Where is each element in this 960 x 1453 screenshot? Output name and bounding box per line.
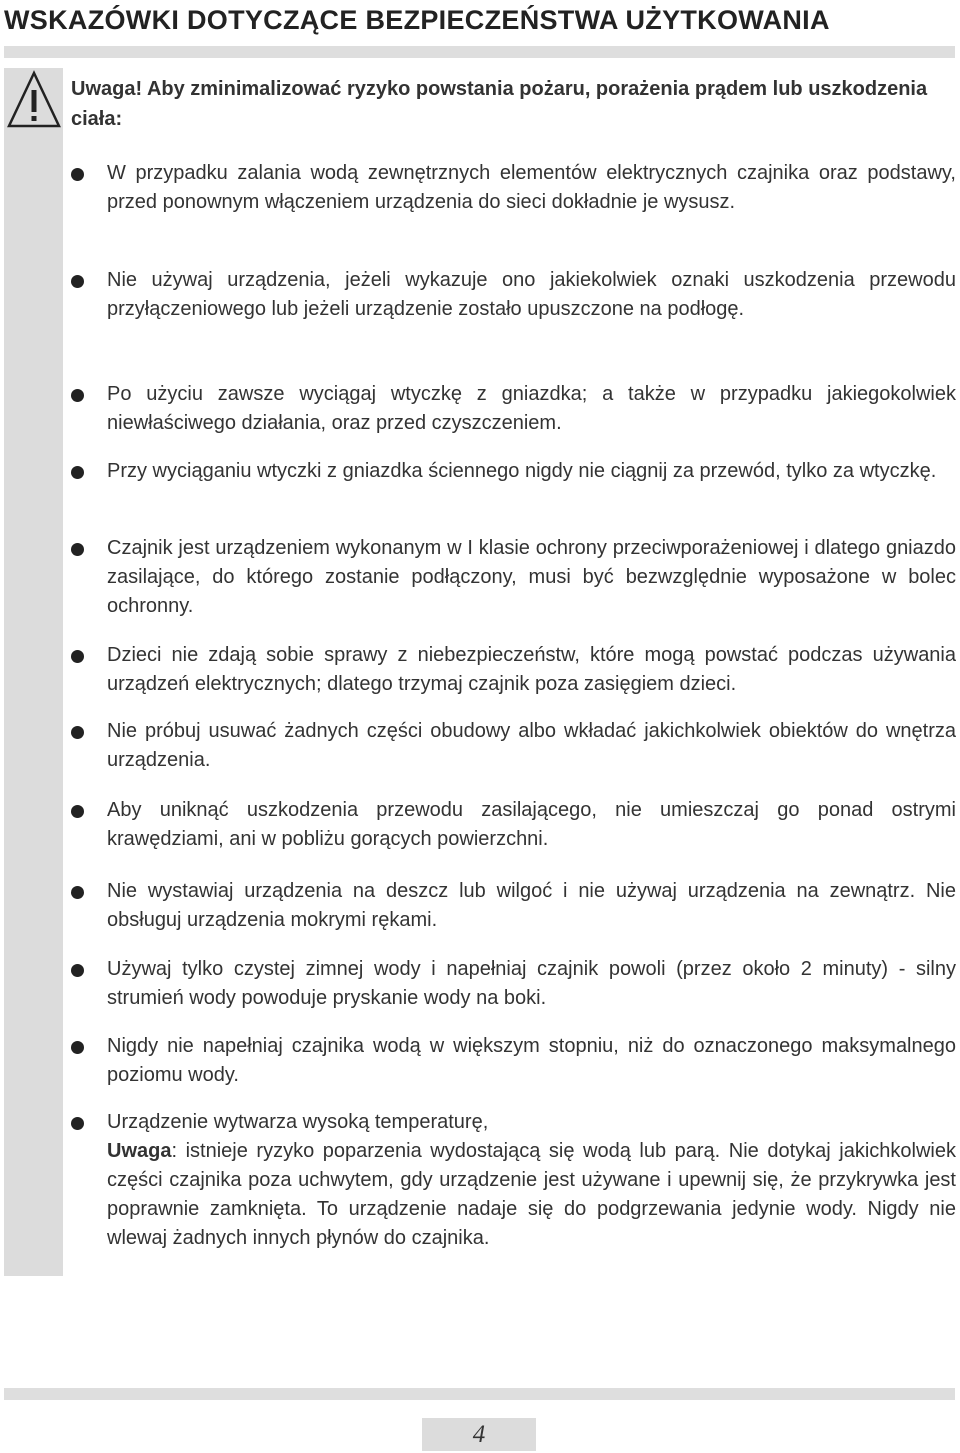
list-item [71, 457, 956, 486]
list-item-text: Nie próbuj usuwać żadnych części obudowy albo wkładać jakichkolwiek obiektów do wnętrza urządzenia. [107, 720, 956, 771]
warning-sidebar [4, 68, 63, 1276]
list-item-text: Aby uniknąć uszkodzenia przewodu zasilającego, nie umieszczaj go ponad ostrymi krawędziami, ani w pobliżu gorących powierzchni. [107, 799, 956, 850]
list-item-text: Używaj tylko czystej zimnej wody i napełniaj czajnik powoli (przez około 2 minuty) - silny strumień wody powoduje pryskanie wody na boki. [107, 958, 956, 1009]
bullet-dot-icon [71, 650, 84, 663]
list-item [71, 717, 956, 775]
page-title: WSKAZÓWKI DOTYCZĄCE BEZPIECZEŃSTWA UŻYTKOWANIA [4, 5, 830, 35]
bullet-dot-icon [71, 964, 84, 977]
bullet-dot-icon [71, 168, 84, 181]
list-item-text: Po użyciu zawsze wyciągaj wtyczkę z gniazdka; a także w przypadku jakiegokolwiek niewłaściwego działania, oraz przed czyszczeniem. [107, 383, 956, 434]
list-item-text: Czajnik jest urządzeniem wykonanym w I klasie ochrony przeciwporażeniowej i dlatego gniazdo zasilające, do którego zostanie podłączony, musi być bezwzględnie wyposażone w bolec ochronny. [107, 537, 956, 617]
list-item-text: Przy wyciąganiu wtyczki z gniazdka ściennego nigdy nie ciągnij za przewód, tylko za wtyczkę. [107, 460, 937, 482]
top-divider [4, 46, 955, 58]
warning-text: Uwaga! Aby zminimalizować ryzyko powstania pożaru, porażenia prądem lub uszkodzenia ciała: [71, 78, 928, 130]
list-item-continuation: : istnieje ryzyko poparzenia wydostającą się wodą lub parą. Nie dotykaj jakichkolwiek części czajnika poza uchwytem, gdy urządzenie jest używane i upewnij się, że przykrywka jest poprawnie zamknięta. To urządzenie nadaje się do podgrzewania jedynie wody. Nigdy nie wlewaj żadnych innych płynów do czajnika. [107, 1140, 956, 1249]
bullet-dot-icon [71, 726, 84, 739]
bullet-dot-icon [71, 886, 84, 899]
list-item [71, 1108, 956, 1253]
page-number: 4 [422, 1418, 536, 1451]
list-item-line: Urządzenie wytwarza wysoką temperaturę, [107, 1111, 489, 1133]
list-item-text: Dzieci nie zdają sobie sprawy z niebezpieczeństw, które mogą powstać podczas używania urządzeń elektrycznych; dlatego trzymaj czajnik poza zasięgiem dzieci. [107, 644, 956, 695]
bullet-dot-icon [71, 805, 84, 818]
list-item [71, 266, 956, 324]
list-item [71, 534, 956, 621]
bullet-dot-icon [71, 389, 84, 402]
bullet-dot-icon [71, 466, 84, 479]
list-item [71, 796, 956, 854]
caution-label: Uwaga [107, 1140, 172, 1162]
list-item-text: W przypadku zalania wodą zewnętrznych elementów elektrycznych czajnika oraz podstawy, przed ponownym włączeniem urządzenia do sieci dokładnie je wysusz. [107, 162, 956, 213]
list-item [71, 159, 956, 217]
list-item [71, 380, 956, 438]
list-item [71, 877, 956, 935]
list-item [71, 1032, 956, 1090]
list-item-text: Nigdy nie napełniaj czajnika wodą w większym stopniu, niż do oznaczonego maksymalnego poziomu wody. [107, 1035, 956, 1086]
bullet-dot-icon [71, 1117, 84, 1130]
list-item [71, 641, 956, 699]
warning-triangle-icon [6, 70, 62, 130]
bullet-dot-icon [71, 543, 84, 556]
list-item [71, 955, 956, 1013]
list-item-text [107, 1108, 956, 1253]
bullet-dot-icon [71, 1041, 84, 1054]
list-item-text: Nie wystawiaj urządzenia na deszcz lub wilgoć i nie używaj urządzenia na zewnątrz. Nie obsługuj urządzenia mokrymi rękami. [107, 880, 956, 931]
bullet-dot-icon [71, 275, 84, 288]
list-item-text: Nie używaj urządzenia, jeżeli wykazuje ono jakiekolwiek oznaki uszkodzenia przewodu przyłączeniowego lub jeżeli urządzenie zostało upuszczone na podłogę. [107, 269, 956, 320]
bottom-divider [4, 1388, 955, 1400]
